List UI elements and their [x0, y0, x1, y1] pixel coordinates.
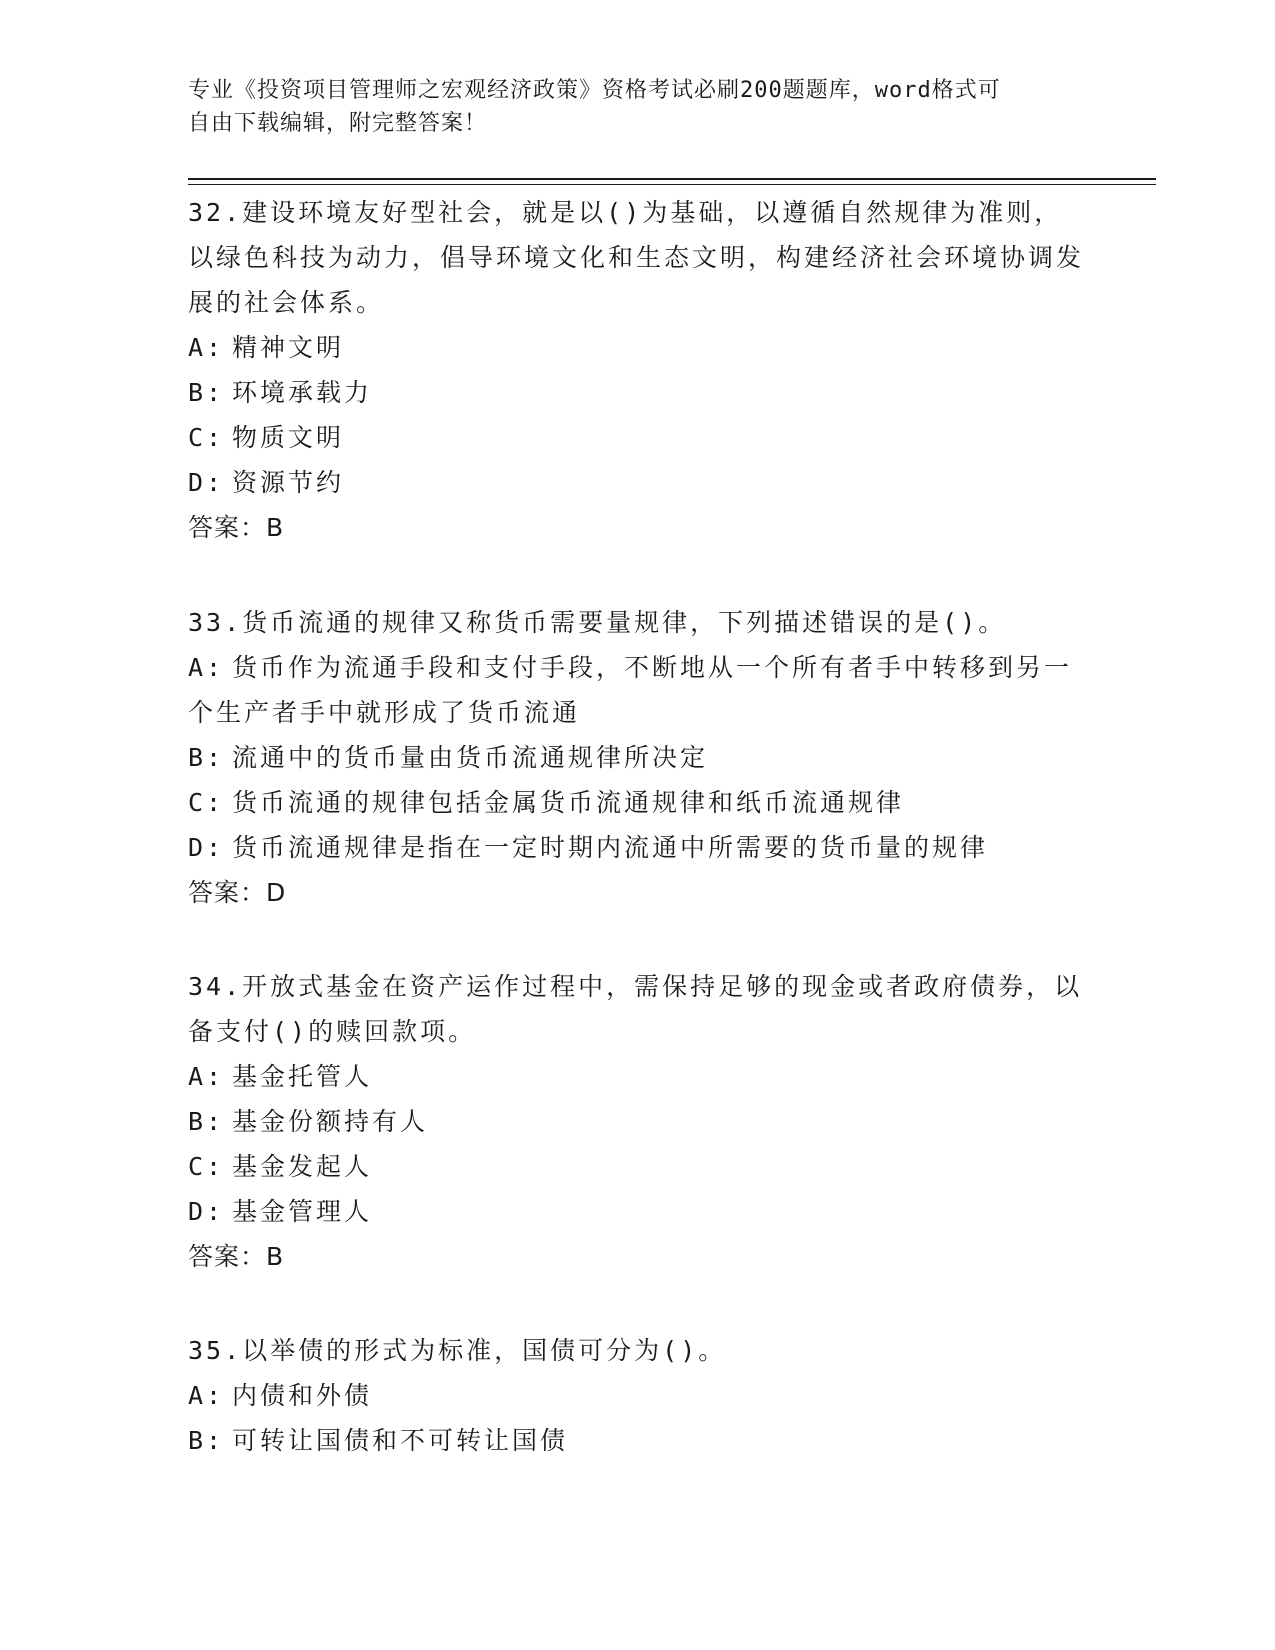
option-d — [188, 1189, 1088, 1234]
header-rule-thick — [188, 178, 1156, 180]
document-header — [188, 74, 1068, 140]
option-letter: D: — [188, 833, 225, 862]
option-c — [188, 780, 1088, 825]
option-letter: B: — [188, 1426, 225, 1455]
question-text: 34.开放式基金在资产运作过程中，需保持足够的现金或者政府债券，以备支付()的赎回款项。 — [188, 972, 1083, 1046]
question-text: 32.建设环境友好型社会，就是以()为基础，以遵循自然规律为准则，以绿色科技为动力，倡导环境文化和生态文明，构建经济社会环境协调发展的社会体系。 — [188, 198, 1085, 317]
option-letter: A: — [188, 1381, 225, 1410]
option-letter: B: — [188, 378, 225, 407]
option-letter: D: — [188, 1197, 225, 1226]
option-text: 内债和外债 — [232, 1381, 373, 1410]
option-letter: D: — [188, 468, 225, 497]
option-b — [188, 735, 1088, 780]
question-33 — [188, 600, 1088, 915]
question-text: 33.货币流通的规律又称货币需要量规律，下列描述错误的是()。 — [188, 608, 1007, 637]
option-c — [188, 415, 1088, 460]
option-b — [188, 370, 1088, 415]
option-a — [188, 645, 1088, 735]
option-letter: C: — [188, 788, 225, 817]
option-text: 货币流通的规律包括金属货币流通规律和纸币流通规律 — [232, 788, 905, 817]
option-d — [188, 825, 1088, 870]
answer-line: 答案：B — [188, 513, 285, 542]
option-letter: C: — [188, 1152, 225, 1181]
option-text: 基金份额持有人 — [232, 1107, 429, 1136]
option-letter: C: — [188, 423, 225, 452]
answer-line: 答案：B — [188, 1242, 285, 1271]
option-a — [188, 1373, 1088, 1418]
option-letter: A: — [188, 653, 225, 682]
option-b — [188, 1418, 1088, 1463]
option-text: 流通中的货币量由货币流通规律所决定 — [232, 743, 709, 772]
option-text: 物质文明 — [232, 423, 345, 452]
option-text: 精神文明 — [232, 333, 345, 362]
question-35 — [188, 1328, 1088, 1463]
answer-line: 答案：D — [188, 878, 287, 907]
option-a — [188, 1054, 1088, 1099]
option-letter: B: — [188, 743, 225, 772]
option-text: 资源节约 — [232, 468, 345, 497]
option-text: 基金托管人 — [232, 1062, 373, 1091]
option-a — [188, 325, 1088, 370]
option-text: 基金管理人 — [232, 1197, 373, 1226]
question-34 — [188, 964, 1088, 1279]
option-letter: A: — [188, 333, 225, 362]
question-text: 35.以举债的形式为标准，国债可分为()。 — [188, 1336, 727, 1365]
option-text: 环境承载力 — [232, 378, 373, 407]
header-line-1: 专业《投资项目管理师之宏观经济政策》资格考试必刷200题题库，word格式可 — [188, 78, 1001, 103]
option-letter: B: — [188, 1107, 225, 1136]
option-c — [188, 1144, 1088, 1189]
option-text: 货币流通规律是指在一定时期内流通中所需要的货币量的规律 — [232, 833, 989, 862]
option-letter: A: — [188, 1062, 225, 1091]
question-32 — [188, 190, 1088, 550]
option-text: 基金发起人 — [232, 1152, 373, 1181]
option-b — [188, 1099, 1088, 1144]
header-rule-thin — [188, 184, 1156, 185]
option-text: 货币作为流通手段和支付手段，不断地从一个所有者手中转移到另一个生产者手中就形成了货币流通 — [188, 653, 1073, 727]
header-line-2: 自由下载编辑，附完整答案！ — [188, 111, 488, 136]
option-d — [188, 460, 1088, 505]
option-text: 可转让国债和不可转让国债 — [232, 1426, 569, 1455]
